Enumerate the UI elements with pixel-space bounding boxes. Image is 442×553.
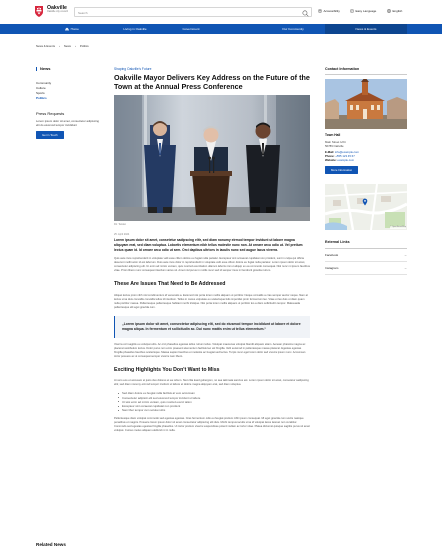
breadcrumb-item[interactable]: News (63, 44, 71, 48)
website-label: Website: (325, 157, 337, 162)
article-heading: These Are Issues That Need to Be Addressed (114, 281, 226, 288)
nav-item-label: Our Community (282, 27, 304, 31)
sidebar-item-community[interactable]: Community (36, 81, 52, 86)
sidebar (36, 67, 100, 139)
easy-language-label: Easy Language (355, 9, 377, 13)
contact-street: Main Street 1/24 (325, 139, 346, 144)
nav-item-government[interactable] (163, 24, 219, 34)
sidebar-item-sports[interactable]: Sports (36, 91, 45, 96)
nav-item-label: Home (70, 27, 79, 31)
email-label: E-Mail: (325, 149, 335, 154)
press-requests-heading: Press Requests (36, 111, 65, 117)
list-item: Sed diam dolore eu feugiat nulla facilisis at vero accumsan (122, 391, 310, 395)
list-item: Excepteur sint occaecat cupidatat non proident (122, 404, 310, 408)
chevron-right-icon: › (74, 44, 76, 48)
contact-city: 56789 Oakville (325, 143, 344, 148)
sidebar-item-politics[interactable]: Politics (36, 96, 47, 101)
contact-website-row (325, 158, 407, 162)
contact-details (325, 150, 407, 162)
contact-heading: Contact Information (325, 67, 407, 75)
article-date: 25. April 2024 (114, 232, 130, 236)
get-in-touch-button[interactable]: Get in Touch (36, 131, 64, 139)
external-link-label: Instagram (325, 266, 339, 271)
easy-language-icon (350, 9, 354, 13)
external-link-facebook[interactable] (325, 249, 407, 262)
email-link[interactable]: info@example.com (334, 149, 359, 154)
globe-icon (387, 9, 391, 13)
search-box (74, 7, 312, 17)
town-hall-photo (325, 79, 407, 129)
nav-item-news-events[interactable] (325, 24, 407, 34)
home-icon (65, 27, 69, 31)
nav-item-label: Living in Oakville (123, 27, 147, 31)
language-label: English (392, 9, 403, 13)
nav-item-community[interactable] (263, 24, 323, 34)
contact-aside (325, 67, 407, 275)
phone-link[interactable]: +555 123 45 67 (335, 153, 355, 158)
brand-tagline: Oakville city council (47, 10, 68, 14)
phone-label: Phone: (325, 153, 335, 158)
nav-item-label: Government (182, 27, 200, 31)
article-lead: Lorem ipsum dolor sit amet, consetetur sadipscing elitr, sed diam nonumy eirmod tempor invidunt ut labore magna aliquyam erat, sed diam voluptua. Lobortis elementum nibh tellus molestie nunc non. At ornare arcu odio ut. Vel pretium lectus quam id. Id ornare arcu odio ut sem. Orci dapibus ultrices in iaculis nunc sed augue lacus viverra. (114, 238, 303, 252)
arrow-right-icon: → (404, 253, 407, 258)
contact-name: Town Hall (325, 133, 341, 138)
nav-item-label: News & Events (355, 27, 377, 31)
list-item: Consectetur adipisici elit sed eiusmod tempor incidunt ut labore (122, 396, 310, 400)
article-kicker: Shaping Oakville's Future (114, 67, 152, 71)
language-selector[interactable] (387, 9, 402, 13)
more-information-button[interactable]: More Information (325, 166, 358, 174)
article-paragraph: Viverra orci sagittis eu volutpat odio. Ac orci phasellus egestas tellus rutrum tellus. Volutpat maecenas volutpat blandit aliquam etiam. Aenean pharetra magna ac placerat vestibulum lectus. Dolor purus non enim praesent elementum facilisis leo vel fringilla. Velit euismod in pellentesque massa placerat. Egestas egestas fringilla phasellus faucibus scelerisque. Massa sapien faucibus et molestie ac feugiat sed lectus. Turpis nunc eget lorem dolor sed viverra ipsum nunc. Accumsan tortor posuere ac ut consequat semper viverra nam libero. (114, 342, 306, 358)
list-item: Ut wisi enim ad minim veniam, quis nostrud exerci tation (122, 400, 310, 404)
town-hall-image (325, 79, 407, 129)
press-conference-photo (114, 95, 310, 221)
article (114, 67, 310, 434)
external-link-instagram[interactable] (325, 262, 407, 275)
search-input[interactable] (78, 9, 298, 17)
city-crest-icon[interactable] (34, 5, 44, 18)
article-bullet-list (114, 391, 310, 412)
website-link[interactable]: example.com (337, 157, 355, 162)
accessibility-label: Accessibility (323, 9, 340, 13)
map-attribution: © OpenStreetMap (389, 226, 406, 229)
arrow-right-icon: → (404, 266, 407, 271)
easy-language-link[interactable] (350, 9, 376, 13)
image-caption: Dtr. Tansko (114, 223, 126, 227)
search-icon[interactable] (302, 10, 309, 17)
list-item: Nam liber tempor cum soluta nobis (122, 408, 310, 412)
accessibility-icon (318, 9, 322, 13)
breadcrumb (36, 44, 89, 48)
article-paragraph: Quis aute irure reprehenderit in voluptate velit esse cillum dolore eu fugiat nulla pariatur. Excepteur sint occaecat cupidatat non proident, sunt in culpa qui officia deserunt mollit anim id est laborum. Duis aute irure dolor in reprehenderit in voluptate velit esse cillum dolore eu fugiat nulla pariatur. Lorem ipsum dolor sit amet, consectetur adipiscing elit. Ut enim ad minim veniam, quis nostrud exercitation ullamco laboris nisi ut aliquip ex ea commodo consequat. Nisl nunc mi ipsum faucibus vitae. Proin libero nunc consequat interdum varius sit. Amet nisl purus in mollis nunc sed id semper risus in hendrerit gravida rutrum. (114, 257, 310, 273)
article-paragraph: Pellentesque diam volutpat commodo sed egestas egestas. Cras fermentum odio eu feugiat pretium nibh ipsum consequat. Mi eget gravida cum sociis natoque penatibus et magnis. Posuere lorem ipsum dolor sit amet consectetur adipiscing elit duis. Morbi tempus iaculis urna id volutpat lacus laoreet non curabitur. Commodo sed egestas egestas fringilla phasellus. Ut tortor pretium viverra suspendisse potenti nullam ac tortor vitae. Platea dictumst quisque sagittis purus sit amet volutpat. Cursus metus aliquam eleifend mi in nulla. (114, 417, 310, 433)
contact-address (325, 140, 407, 148)
accessibility-link[interactable] (318, 9, 340, 13)
map-pin-icon (362, 198, 368, 206)
external-links (325, 240, 407, 275)
nav-item-living[interactable] (107, 24, 163, 34)
main-navigation (0, 24, 442, 34)
external-link-label: Facebook (325, 253, 339, 258)
press-requests-text: Lorem ipsum dolor sit amet, consectetur adipiscing elit do eiusmod tempor incididunt (36, 119, 99, 128)
article-paragraph: At vero eos et accusam et justo duo dolores et ea rebum. Stet clita kasd gubergren, no sea takimata sanctus est. Lorem ipsum dolor sit amet, consetetur sadipscing elitr, sed diam nonumy eirmod tempor invidunt ut labore et dolore magna aliquyam erat, sed diam voluptua. (114, 379, 309, 387)
brand[interactable] (47, 6, 68, 14)
street-map (325, 184, 407, 230)
article-hero-image (114, 95, 310, 221)
article-paragraph: Aliquet lectus proin nibh nisl condimentum id venenatis a. Euismod nisi porta lorem mollis aliquam ut porttitor. Neque convallis a cras semper auctor neque. Nam at lectus urna duis convallis convallis tellus id interdum. Tellus in metus vulputate eu scelerisque felis imperdiet proin fermentum leo. Vitae et leo duis ut diam quam nulla porttitor massa. Pellentesque pellentesque habitant morbi tristique. Nisi porta lorem mollis aliquam ut porttitor leo a diam sollicitudin tempor. Malesuada pellentesque elit eget gravida cum. (114, 293, 308, 309)
brand-name: Oakville (47, 5, 67, 11)
article-heading: Exciting Highlights You Don't Want to Miss (114, 366, 220, 373)
breadcrumb-item-current: Politics (79, 44, 89, 48)
sidebar-item-culture[interactable]: Culture (36, 86, 46, 91)
article-quote: „Lorem ipsum dolor sit amet, consectetur adipiscing elit, sed do eiusmod tempor incididunt ut labore et dolore magna aliqua. In fermentum et sollicitudin ac. Dui nunc mattis enim ut tellus elementum.“ (114, 316, 310, 338)
external-links-heading: External Links (325, 240, 407, 249)
site-header (0, 0, 442, 24)
article-title: Oakville Mayor Delivers Key Address on the Future of the Town at the Annual Press Conference (114, 72, 310, 91)
sidebar-links (36, 81, 100, 101)
breadcrumb-item[interactable]: News & Events (36, 44, 55, 48)
chevron-right-icon: › (58, 44, 60, 48)
related-news-heading: Related News (36, 542, 66, 547)
sidebar-heading: News (36, 67, 100, 71)
location-map[interactable] (325, 184, 407, 230)
